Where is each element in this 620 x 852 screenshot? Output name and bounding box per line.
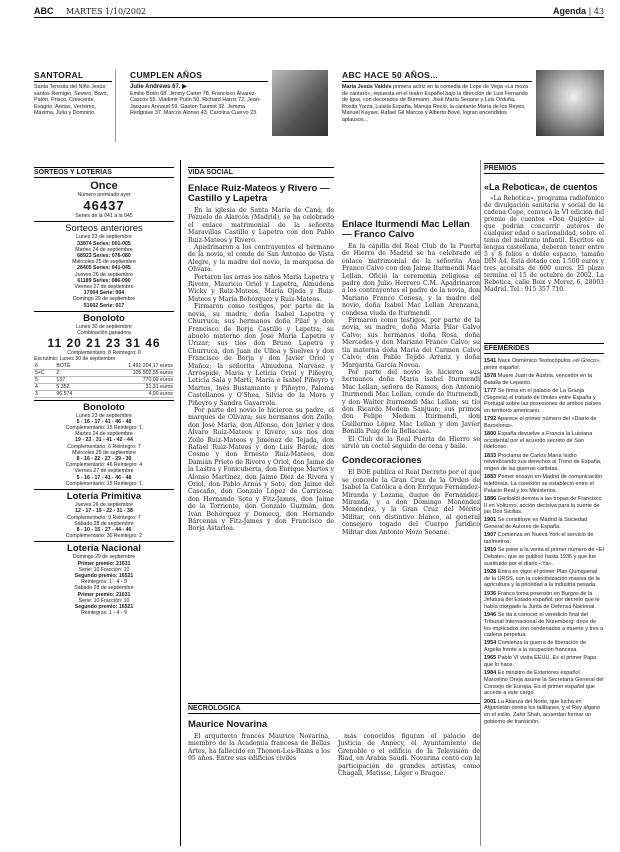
escrutinio-cell: 31,31 euros	[88, 383, 174, 390]
efem-item	[484, 547, 604, 567]
efem-year: 1792	[484, 416, 497, 423]
boda1-p3: Portaron las arras los niños María Lapetra y Rivero, Mauricio Oriol y Lapetra, Almudena Wicky y Ruiz-Mateos, María Ojeda y Ruiz-Mateos y María Bohórquez y Ruiz-Mateos.	[188, 273, 334, 303]
nacional-line: Reintegros: 1 - 4 - 9	[81, 610, 127, 617]
escrutinio-row	[34, 383, 174, 390]
necro-box	[188, 700, 480, 846]
efem-text: Proclama de Carlos María Isidro reivindicando sus derechos al Trono de España, origen de las guerras carlistas.	[484, 452, 602, 473]
efem-item	[484, 517, 604, 530]
efem-item	[484, 373, 604, 386]
boda2-p1: En la capilla del Real Club de la Puerta de Hierro de Madrid se ha celebrado el enlace matrimonial de la señorita Ana Franco Calvo con don Jaime Iturmendi Mac Lellan. Ofició la ceremonia religiosa el padre don Julio Herrero C.M. Apadrinaron a los contrayentes el padre de la novia, don Mariano Franco Conesa, y la madre del novio, doña Isabel Mac Lellan Arenzana, condesa viuda de Iturmendi.	[342, 243, 480, 317]
boda1-body	[188, 207, 334, 533]
boda1-p2: Apadrinaron a los contrayentes el hermano de la novia, el conde de San Antonio de Vista Alegre, y la madre del novio, la marquesa de Olivara.	[188, 244, 334, 274]
anteriores-result: 28405 Series: 041-045	[77, 265, 131, 272]
efem-item	[484, 453, 604, 473]
escrutinio-row	[34, 369, 174, 376]
boda2-p4: El Club de la Real Puerta de Hierro se sirvió un cóctel seguido de cena y baile.	[342, 435, 480, 450]
efem-text: Se constituye en Madrid la Sociedad General de Autores de España.	[484, 517, 588, 531]
efem-text: Pablo VI visita EEUU. Es el primer Papa que lo hace.	[484, 655, 597, 669]
efem-year: 1965	[484, 655, 497, 662]
anteriores-date: Martes 24 de septiembre	[75, 246, 133, 253]
once-series: Series de la 041 a la 045	[75, 213, 133, 220]
efem-item	[484, 532, 604, 545]
primitiva-title: Lotería Primitiva	[34, 489, 174, 502]
efem-text: La Alianza del Norte, que lucha en Afganistán contra los talibanes, y el Rey afgano en el exilio, Zahir Shah, acuerdan formar un gobierno de transición.	[484, 698, 601, 725]
anteriores-result: 68923 Series: 076-080	[77, 253, 131, 260]
cumple-text: Emilio Botín 68. Jimmy Carter 78. Francisco Álvarez-Cascos 55. Vladimir Putin 50. Richard Harris 72. Jean-Jacques Annaud 59. Gaston Taumet 32. Jemma Redgrave 37. Marcos Alonso 43. Carolina Cuervo 23.	[130, 90, 261, 117]
bonoloto2-line: Complementario: 46 Reintegro: 4	[65, 462, 143, 469]
anteriores-date: Lunes 23 de septiembre	[76, 234, 132, 241]
boda1-p1: En la iglesia de Santa María de Caná, de Pozuelo de Alarcón (Madrid), se ha celebrado el enlace matrimonial de la señorita Maravillas Castillo y Lapetra con don Pablo Ruiz-Mateos y Rivero.	[188, 207, 334, 244]
efem-text: España devuelve a Francia la Luisiana occidental por el acuerdo secreto de San Ildefonso.	[484, 431, 593, 451]
boda1-title: Enlace Ruiz-Mateos y Rivero — Castillo y Lapetra	[188, 183, 330, 204]
hace50-lead: María Jesús Valdés	[342, 84, 392, 90]
boda1-p4: Firmaron como testigos, por parte de la novia, su madre, doña Isabel Lapetra y Churruca; sus hermanos doña Pilar y don Francisco de Borja Castillo y Lapetra; su abuelo materno don José María Lapetra y Urizar; sus tíos don Bruno Lapetra y Churruca, don Juan de Ulloa y Suelves y don Francisco de Borja y don Javier Oriol y Muñoz; la señorita Almudena Narváez y Arróspide, María y Leticia Oriol y Piñeyro, Leticia Sala y Martí, María e Isabel Piñeyro y Martos, Inés Bustamante y Piñeyro, Paloma Castellanos y O'Shea, Silvia de la Mora y Piñeyro y Sandra Gayarrola.	[188, 303, 334, 407]
anteriores-title: Sorteos anteriores	[34, 221, 174, 234]
efem-text: Franco toma posesión en Burgos de la Jefatura del Estado español, por decreto que le había otorgado la Junta de Defensa Nacional.	[484, 590, 600, 610]
premios-box	[484, 160, 604, 330]
boda2-p3: Por parte del novio lo hicieron sus hermanos doña María Isabel Iturmendi Mac Lellan, señora de Ramos; don Antonio Iturmendi Mac Lellan, conde de Iturmendi, y don Walter Iturmendi Mac Lellan; su tío don Ricardo Medem Sanjuan; sus primos don Felipe Medem Iturmendi, don Guillermo López Mac Lellan y don Javier Bonilla Puig de la Bellacasa.	[342, 368, 480, 436]
primitiva-line: Complementario: 9 Reintegro: 7	[67, 514, 141, 521]
santoral-box	[34, 70, 116, 142]
efem-text: Aparece el primer número del «Diario de Barcelona».	[484, 416, 597, 429]
maria-jesus-valdes-photo	[536, 70, 604, 136]
primitiva-list	[34, 502, 174, 539]
escrutinio-cell: 6	[34, 363, 55, 370]
nacional-line: Serie: 10 Fracción: 10	[78, 566, 130, 573]
sorteos-title: SORTEOS Y LOTERÍAS	[34, 167, 174, 178]
bonoloto-escrutinio: Escrutinio: Lunes 30 de septiembre	[34, 356, 116, 363]
boda2-body	[342, 243, 480, 450]
efem-list	[484, 358, 604, 725]
efem-year: 1946	[484, 612, 497, 619]
sorteos-column	[34, 164, 174, 840]
anteriores-date: Domingo 29 de septiembre	[72, 296, 136, 303]
hace50-title: ABC HACE 50 AÑOS...	[342, 70, 532, 82]
efem-box	[484, 340, 604, 846]
bonoloto2-title: Bonoloto	[34, 400, 174, 413]
column-rule-2	[480, 160, 481, 846]
nacional-line: Segundo premio: 16521	[74, 572, 134, 579]
efem-year: 1833	[484, 452, 497, 459]
bonoloto-extra: Complementario: 8 Reintegro: 0	[67, 350, 141, 357]
efem-item	[484, 655, 604, 668]
anteriores-result: 51602 Serie: 017	[83, 302, 125, 309]
efem-text: Entra en vigor el primer Plan Quinquenal de la URSS, con la colectivización masiva de la agricultura y la prioridad a la industria pesada.	[484, 568, 600, 589]
escrutinio-cell: 4,00 euros	[88, 390, 174, 397]
anteriores-list	[34, 234, 174, 308]
efem-text: Se da a conocer el veredicto final del Tribunal Internacional de Núremberg: doce de los implicados son condenados a muerte y tres a cadena perpetua.	[484, 612, 604, 639]
efem-year: 1578	[484, 372, 497, 379]
nacional-line: Primer premio: 21631	[77, 560, 131, 567]
efem-text: Nace Doménico Teotocópulos «el Greco», pintor español.	[484, 358, 601, 371]
nacional-list	[34, 554, 174, 616]
bonoloto2-line: Miércoles 25 de septiembre	[72, 449, 136, 456]
anteriores-date: Viernes 27 de septiembre	[74, 284, 134, 291]
nacional-line: Sábado 28 de septiembre	[74, 585, 134, 592]
header-date: MARTES 1/10/2002	[66, 7, 147, 16]
play-icon: ▶	[182, 84, 187, 90]
hace50-box	[342, 70, 532, 142]
escrutinio-row	[34, 390, 174, 397]
necro-section: NECROLÓGICA	[188, 703, 480, 714]
escrutinio-cell: 137	[55, 376, 88, 383]
escrutinio-cell: 5	[34, 376, 55, 383]
efem-text: Comienza en Nueva York el servicio de taxímetros.	[484, 532, 594, 546]
efem-item	[484, 496, 604, 516]
escrutinio-cell: 105.502,55 euros	[88, 369, 174, 376]
anteriores-result: 61189 Series: 086-090	[77, 277, 131, 284]
efem-item	[484, 591, 604, 611]
efem-text: Comienza la guerra de liberación de Argelia frente a la ocupación francesa.	[484, 640, 587, 654]
escrutinio-cell: 4	[34, 383, 55, 390]
anteriores-date: Miércoles 25 de septiembre	[72, 259, 136, 266]
bonoloto2-line: Viernes 27 de septiembre	[74, 468, 134, 475]
efem-year: 1936	[484, 590, 497, 597]
santoral-text: Santa Teresita del Niño Jesús; santos Remigio, Severo, Bavó, Patón, Prisco, Crescente, Evagrio, Aretas, Verísimo, Máxima, Julia y Domnino.	[34, 84, 109, 117]
escrutinio-table	[34, 363, 174, 398]
section-name: Agenda	[553, 6, 587, 16]
page-number: 43	[593, 7, 604, 16]
bonoloto2-line: 5 - 16 - 17 - 41 - 46 - 48	[76, 474, 132, 481]
bonoloto2-line: 19 - 23 - 31 - 41 - 42 - 44	[75, 437, 133, 444]
escrutinio-cell: 5+C	[34, 369, 55, 376]
once-title: Once	[90, 180, 118, 192]
necro-p2: más conocidos figuran el palacio de Justicia de Annecy, el Ayuntamiento de Grenoble o el edificio de la Televisión de Riad, en Arabia Saudí. Novarina contó con la participación de grandes artistas, como Chagall, Matisse, Léger o Braque.	[338, 733, 480, 778]
efem-year: 1954	[484, 640, 497, 647]
condec-title: Condecoraciones	[342, 455, 422, 467]
nacional-title: Lotería Nacional	[34, 541, 174, 554]
once-number: 46437	[83, 198, 125, 214]
santoral-title: SANTORAL	[34, 70, 112, 82]
primitiva-line: 8 - 10 - 15 - 27 - 44 - 46	[76, 526, 132, 533]
escrutinio-row	[34, 376, 174, 383]
efem-section: EFEMÉRIDES	[484, 343, 604, 354]
once-caption: Número premiado ayer	[77, 192, 131, 198]
efem-year: 1883	[484, 474, 497, 481]
efem-item	[484, 431, 604, 451]
vida-column-1	[188, 164, 334, 694]
efem-text: Ex ministro de Exteriores español Marcelino Oreja asume la Secretaría General del Consejo de Europa. Es el primer español que accede a este cargo.	[484, 670, 604, 697]
efem-year: 1800	[484, 431, 497, 438]
efem-year: 1928	[484, 568, 497, 575]
efem-year: 1984	[484, 670, 497, 677]
efem-item	[484, 358, 604, 371]
efem-year: 1541	[484, 358, 497, 364]
anteriores-result: 33874 Series: 001-005	[77, 240, 131, 247]
bonoloto2-list	[34, 413, 174, 487]
julie-andrews-photo	[272, 70, 328, 136]
escrutinio-cell: 5.352	[55, 383, 88, 390]
bonoloto-title: Bonoloto	[34, 311, 174, 324]
efem-text: Garibaldi derrota a las tropas de Francisco II en Volturno, acción decisiva para la suerte de las Dos Sicilias.	[484, 495, 602, 516]
vida-section: VIDA SOCIAL	[188, 167, 334, 178]
page-header	[34, 4, 604, 18]
nacional-line: Segundo premio: 16521	[74, 603, 134, 610]
bonoloto2-line: Complementario: 6 Reintegro: 7	[67, 443, 141, 450]
nacional-line: Serie: 10 Fracción: 10	[78, 597, 130, 604]
efem-item	[484, 569, 604, 589]
primitiva-line: Jueves 26 de septiembre	[75, 502, 133, 509]
paper-name: ABC	[34, 6, 54, 16]
efem-year: 1886	[484, 495, 497, 502]
nacional-line: Primer premio: 21631	[77, 591, 131, 598]
primitiva-line: Complementario: 30 Reintegro: 2	[65, 533, 143, 540]
efem-year: 1910	[484, 547, 497, 554]
anteriores-result: 17004 Serie: 004	[83, 290, 125, 297]
premios-title: «La Rebotica», de cuentos	[484, 182, 598, 192]
efem-item	[484, 670, 604, 697]
premios-section: PREMIOS	[484, 163, 604, 174]
efem-item	[484, 699, 604, 726]
efem-item	[484, 640, 604, 653]
bonoloto2-line: 8 - 16 - 22 - 27 - 29 - 30	[76, 456, 132, 463]
premios-p1: «La Rebotica», programa radiofónico de divulgación sanitaria y social de la cadena Cope, convoca la VI edición del premio de cuentos «Don Quijote» al que podrán concurrir autores de cualquier edad o nacionalidad, sobre el tema del maltrato infantil. Escritos en lengua castellana, deberán tener entre 5 y 8 folios a doble espacio, tamaño DIN A4. Está dotado con 1.500 euros y tres accésits de 600 euros. El plazo termina el 15 de octubre de 2002. La Rebotica, calle Boix y Morer, 6, 28003 Madrid. Tel.: 915 357 710.	[484, 195, 604, 293]
bonoloto2-line: Lunes 23 de septiembre	[76, 412, 132, 419]
efem-year: 2001	[484, 698, 497, 705]
header-left	[34, 6, 146, 16]
efem-item	[484, 388, 604, 415]
nacional-line: Reintegros: 1 - 4 - 9	[81, 579, 127, 586]
bonoloto2-line: Martes 24 de septiembre	[75, 431, 133, 438]
condec-p1: El BOE publica el Real Decreto por el que se concede la Gran Cruz de la Orden de Isabel la Católica a don Enrique Fernández-Miranda y Lozana, duque de Fernández-Miranda, y a don Domingo Menéndez Menéndez, y la Gran Cruz del Mérito Militar, con distintivo blanco, al general consejero togado del Cuerpo Jurídico Militar don Antonio Mozo Seoane.	[342, 469, 480, 536]
anteriores-date: Jueves 26 de septiembre	[75, 271, 133, 278]
cumple-box	[130, 70, 268, 142]
escrutinio-cell: 1.491.204,17 euros	[88, 363, 174, 370]
necro-title: Maurice Novarina	[188, 719, 268, 730]
efem-item	[484, 416, 604, 429]
hace50-text: primera actriz en la comedia de Lope de Vega «La moza de cántaro», repuesta en el teatro Español bajo la dirección de Luis Fernando de Igoa, con decorados de Burmann. José María Seoane y Luis Orduña, Rosita Yarza, Luisita España, Manuja Recio, la cantante María de los Reyes, Manuel Kayser, Rafael Gil Marcos y Alberto Bové, logran encendidos aplausos...	[342, 84, 529, 123]
efem-item	[484, 612, 604, 639]
efem-item	[484, 474, 604, 494]
nacional-line: Domingo 29 de septiembre	[72, 554, 136, 561]
escrutinio-cell: BOTE	[55, 363, 88, 370]
primitiva-line: Sábado 28 de septiembre	[74, 520, 134, 527]
vida-column-2	[342, 170, 480, 694]
bonoloto2-line: Complementario: 15 Reintegro: 1	[65, 425, 143, 432]
bonoloto-numbers: 11 20 21 23 31 46	[47, 336, 161, 351]
escrutinio-cell: 96.574	[55, 390, 88, 397]
efem-year: 1901	[484, 517, 497, 524]
column-rule-1	[180, 160, 181, 846]
bonoloto2-line: 5 - 16 - 17 - 41 - 46 - 48	[76, 418, 132, 425]
cumple-title: CUMPLEN AÑOS	[130, 70, 268, 82]
boda1-p5: Por parte del novio lo hicieron su padre, el marqués de Olivara; sus hermanos don Zoilo, don José María, don Alfonso, don Javier y don Álvaro Ruiz-Mateos y Rivero; sus tíos don Zoilo Ruiz-Mateos y Jiménez de Tejada, don Rafael Ruiz-Mateos y don Luis Barón; don Cosme y don Ernesto Ruiz-Mateos, don Damián Prieto de Rivero y Oriol, don Jaime de la Lastra y Fonicuberta, don Enrique Martos y Alonso Martínez, don Jaime Díez de Rivera y Oriol, don Pablo Arnús y Soto, don Jaime del Cascaño, don Gonzalo López de Carrizosa, don Hernando Soto y Fitz-James, don Jaime de la Torriente, don Gonzalo Guzmán, don Iván Bohórquez y Domecq, don Hernando Bárcenas y Fitz-James y don Francisco de Borja Astarloa.	[188, 406, 334, 533]
bonoloto-date: Lunes 30 de septiembre	[76, 323, 132, 330]
necro-p1: El arquitecto francés Maurice Novarina, miembro de la Academia francesa de Bellas Artes, ha fallecido en Thonon-Les-Bains a los 95 años. Entre sus edificios civiles	[188, 733, 330, 763]
efem-year: 1907	[484, 532, 497, 539]
bonoloto2-line: Complementario: 15 Reintegro: 1	[65, 480, 143, 487]
efem-text: Primer ensayo en Madrid de comunicación telefónica. La conexión se estableció entre el Palacio Real y los Ministerios.	[484, 474, 603, 494]
escrutinio-cell: 770,09 euros	[88, 376, 174, 383]
escrutinio-cell: 2	[55, 369, 88, 376]
primitiva-line: 12 - 17 - 19 - 22 - 31 - 38	[75, 508, 133, 515]
efem-text: Se pone a la venta el primer número de «El Debate», que se publicó hasta 1936 y que fue sustituido por el diario «Ya».	[484, 547, 604, 567]
efem-year: 1777	[484, 387, 497, 394]
escrutinio-cell: 3	[34, 390, 55, 397]
boda2-title: Enlace Iturmendi Mac Lellan — Franco Calvo	[342, 219, 470, 240]
boda2-p2: Firmaron como testigos, por parte de la novia, su madre, doña María Pilar Calvo Calvo; sus hermanos doña Rosa, doña Mercedes y don Mariano Franco Calvo; su tía materna doña María del Carmen Calvo Calvo; don Pablo Tejido Arranz y doña Margarita García Novoa.	[342, 317, 480, 369]
efem-text: Muere Juan de Austria, vencedor en la Batalla de Lepanto.	[484, 372, 592, 386]
efem-text: Se firma en el palacio de La Granja (Segovia) el tratado de límites entre España y Portugal sobre las posesiones de ambos países en territorio americano.	[484, 387, 602, 414]
bonoloto-caption: Combinación ganadora	[77, 330, 131, 337]
cumple-lead: Julie Andrews 67. ▶	[130, 84, 187, 90]
header-right: Agenda | 43	[553, 6, 604, 16]
